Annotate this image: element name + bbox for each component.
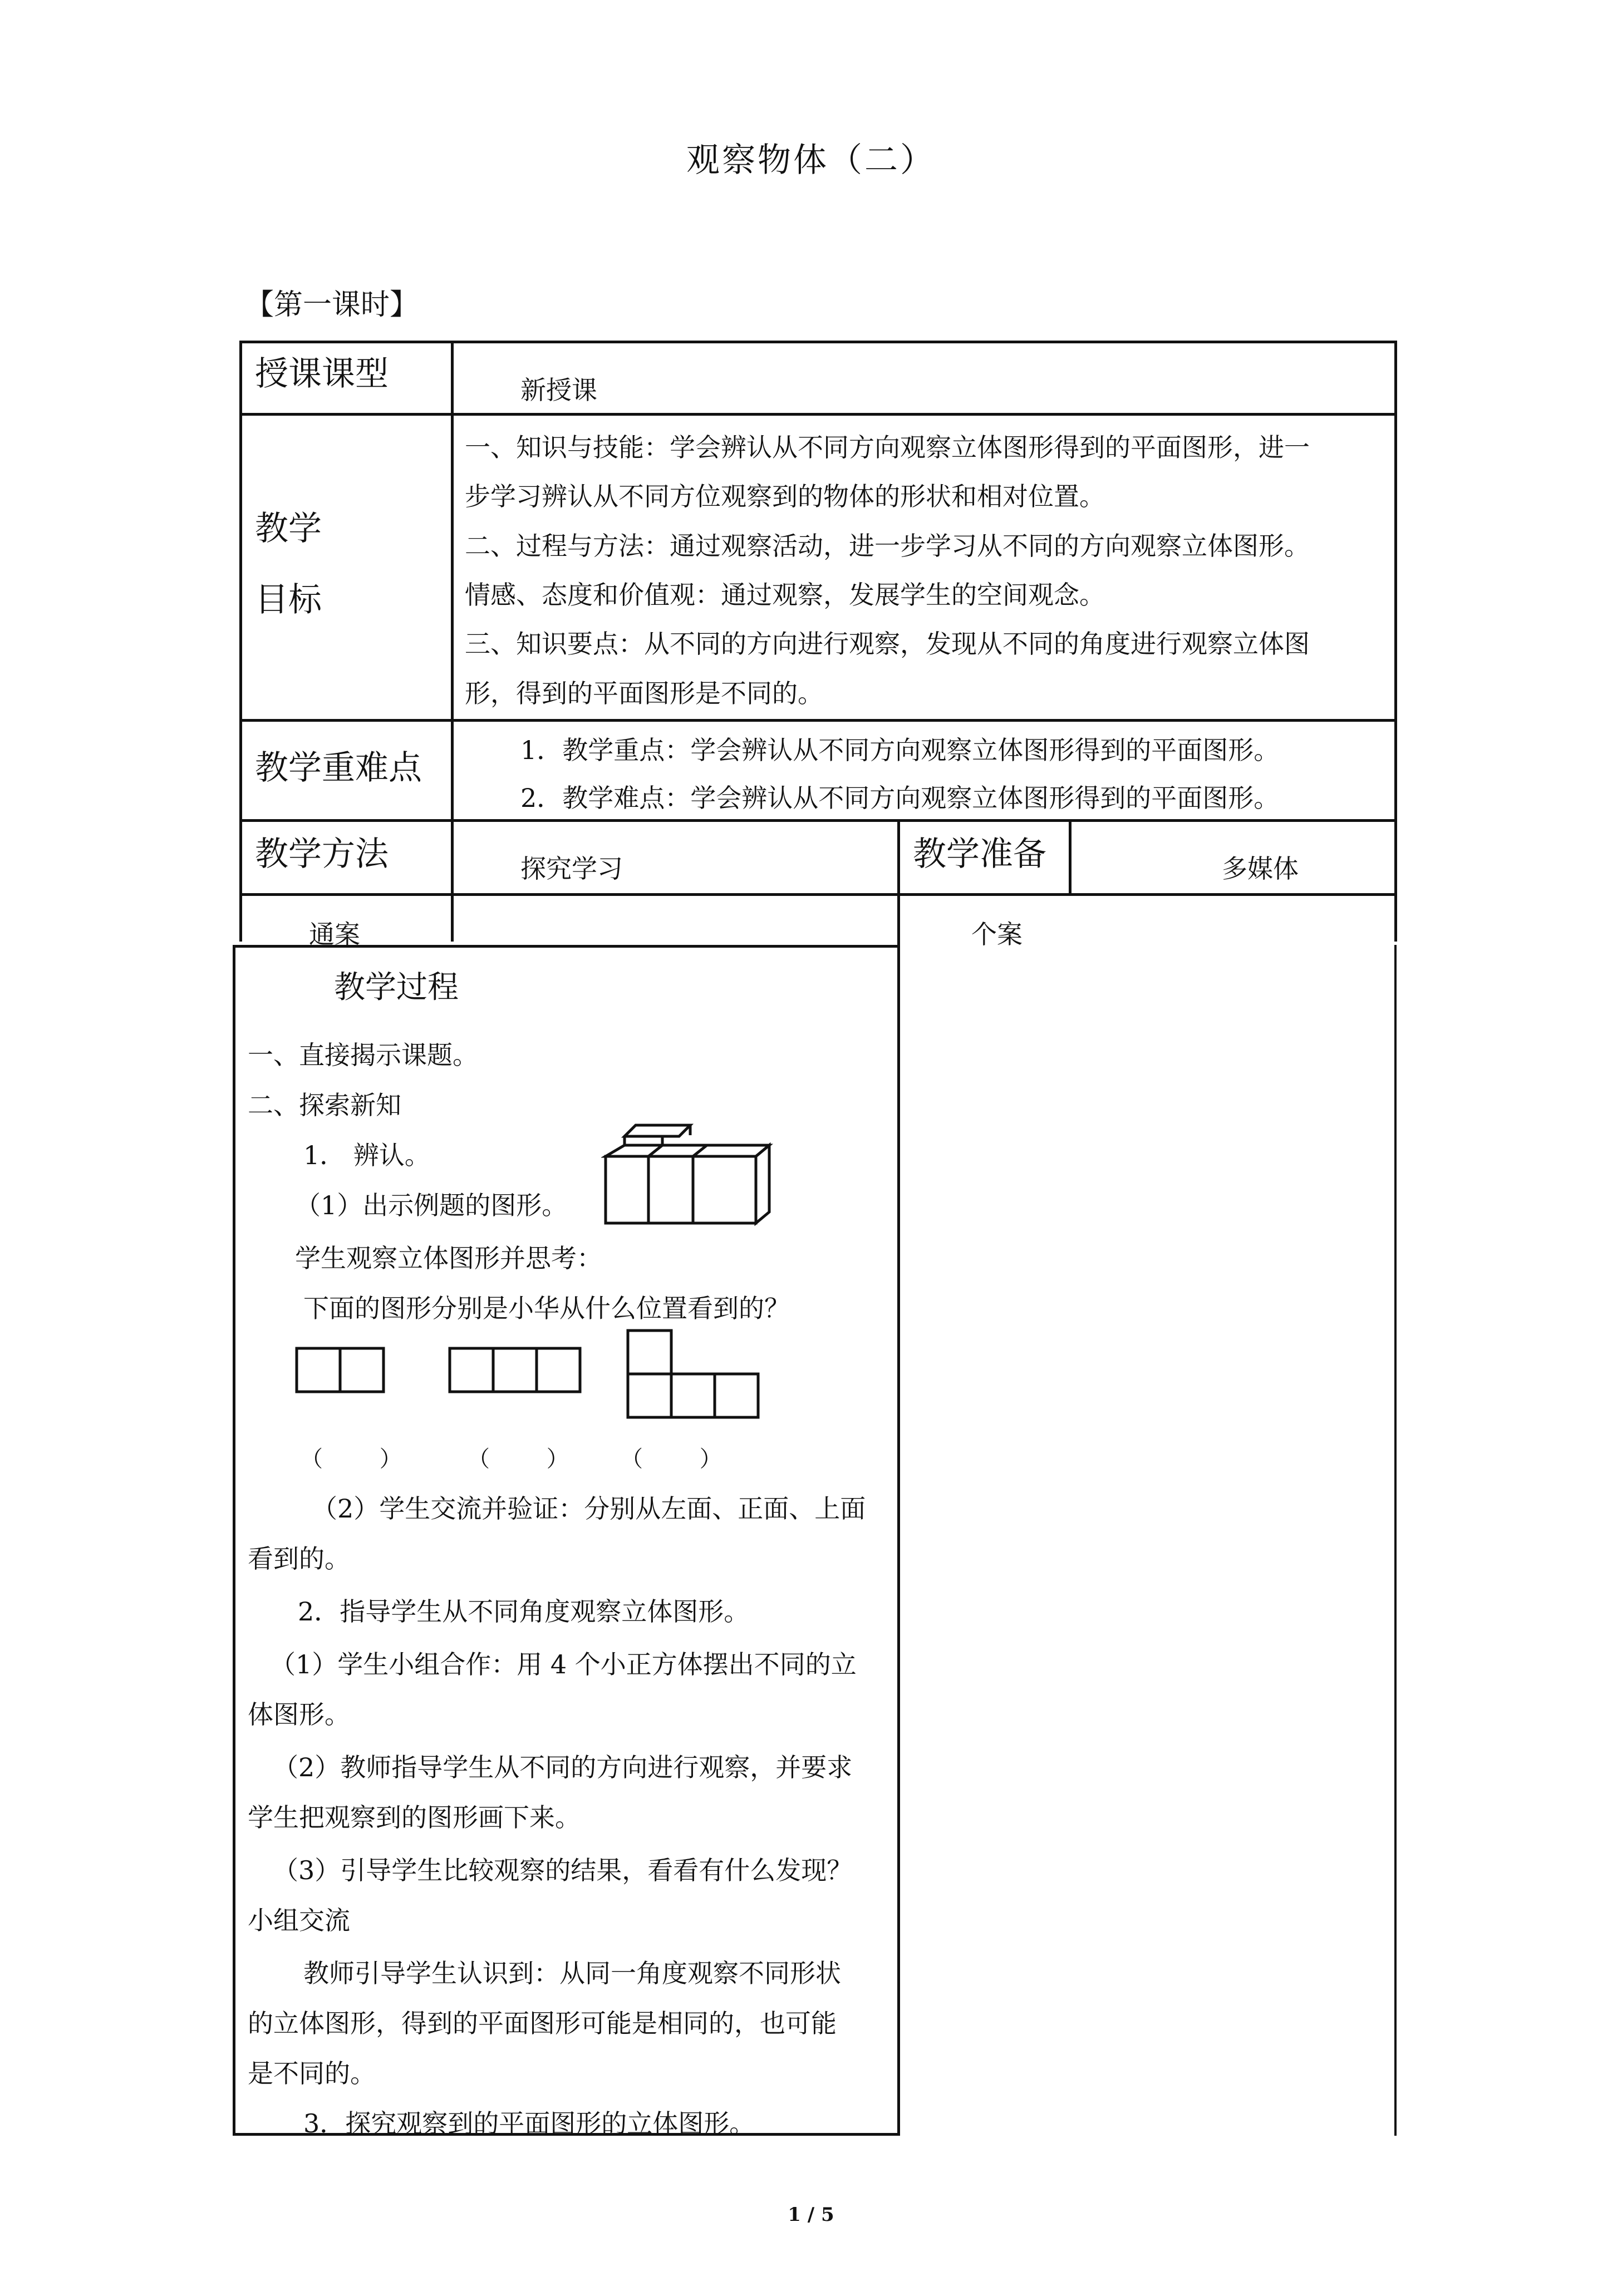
page-title: 观察物体（二） — [686, 141, 936, 180]
objective-line: 二、过程与方法：通过观察活动，进一步学习从不同的方向观察立体图形。 — [465, 530, 1310, 561]
common-plan-label: 通案 — [309, 919, 360, 949]
objective-line: 一、知识与技能：学会辨认从不同方向观察立体图形得到的平面图形，进一 — [465, 432, 1310, 462]
process-line: 体图形。 — [248, 1699, 350, 1730]
page-number: 1 / 5 — [788, 2204, 834, 2226]
view-l-shape — [626, 1329, 763, 1423]
process-line: 3．探究观察到的平面图形的立体图形。 — [303, 2108, 755, 2139]
process-line: 小组交流 — [248, 1905, 350, 1935]
key-point-line: 2．教学难点：学会辨认从不同方向观察立体图形得到的平面图形。 — [520, 783, 1280, 814]
process-line: （3）引导学生比较观察的结果，看看有什么发现？ — [273, 1855, 853, 1885]
key-points-text — [520, 726, 1389, 822]
view-two-squares — [295, 1347, 387, 1394]
answer-blank-2: （ ） — [468, 1446, 569, 1472]
process-line: 下面的图形分别是小华从什么位置看到的？ — [303, 1293, 790, 1323]
answer-blank-3: （ ） — [621, 1446, 722, 1472]
process-line: （1）学生小组合作：用 4 个小正方体摆出不同的立 — [270, 1649, 857, 1679]
prep-label: 教学准备 — [913, 835, 1046, 874]
process-heading: 教学过程 — [334, 969, 459, 1006]
process-line: 学生把观察到的图形画下来。 — [248, 1802, 581, 1832]
process-line: （1）出示例题的图形。 — [295, 1190, 568, 1220]
method-value: 探究学习 — [520, 854, 623, 884]
process-line: 是不同的。 — [248, 2058, 376, 2088]
process-line: 1． 辨认。 — [303, 1140, 430, 1170]
prep-value: 多媒体 — [1222, 854, 1299, 884]
objectives-label-2: 目标 — [255, 580, 322, 619]
individual-plan-label: 个案 — [971, 919, 1023, 949]
course-type-label: 授课课型 — [255, 354, 389, 393]
objective-line: 形，得到的平面图形是不同的。 — [465, 678, 823, 708]
process-line: 二、探索新知 — [248, 1090, 401, 1120]
key-points-label: 教学重难点 — [255, 748, 422, 787]
process-line: 学生观察立体图形并思考： — [295, 1243, 602, 1273]
process-line: 一、直接揭示课题。 — [248, 1040, 478, 1070]
method-label: 教学方法 — [255, 835, 389, 874]
objective-line: 三、知识要点：从不同的方向进行观察，发现从不同的角度进行观察立体图 — [465, 629, 1310, 659]
process-line: （2）教师指导学生从不同的方向进行观察，并要求 — [273, 1752, 853, 1782]
course-type-value: 新授课 — [520, 375, 597, 405]
answer-blank-1: （ ） — [301, 1446, 402, 1472]
process-line: 看到的。 — [248, 1544, 350, 1574]
process-line: （2）学生交流并验证：分别从左面、正面、上面 — [312, 1494, 866, 1524]
key-point-line: 1．教学重点：学会辨认从不同方向观察立体图形得到的平面图形。 — [520, 735, 1280, 765]
process-line: 的立体图形，得到的平面图形可能是相同的，也可能 — [248, 2008, 837, 2038]
session-label: 【第一课时】 — [245, 288, 419, 322]
objectives-text — [465, 423, 1389, 718]
objective-line: 步学习辨认从不同方位观察到的物体的形状和相对位置。 — [465, 481, 1105, 512]
cube-arrangement-figure — [601, 1119, 779, 1230]
process-line: 2．指导学生从不同角度观察立体图形。 — [298, 1597, 750, 1627]
objectives-label-1: 教学 — [255, 509, 322, 548]
objective-line: 情感、态度和价值观：通过观察，发展学生的空间观念。 — [465, 579, 1105, 610]
view-three-squares — [448, 1347, 584, 1394]
process-line: 教师引导学生认识到：从同一角度观察不同形状 — [303, 1958, 841, 1988]
